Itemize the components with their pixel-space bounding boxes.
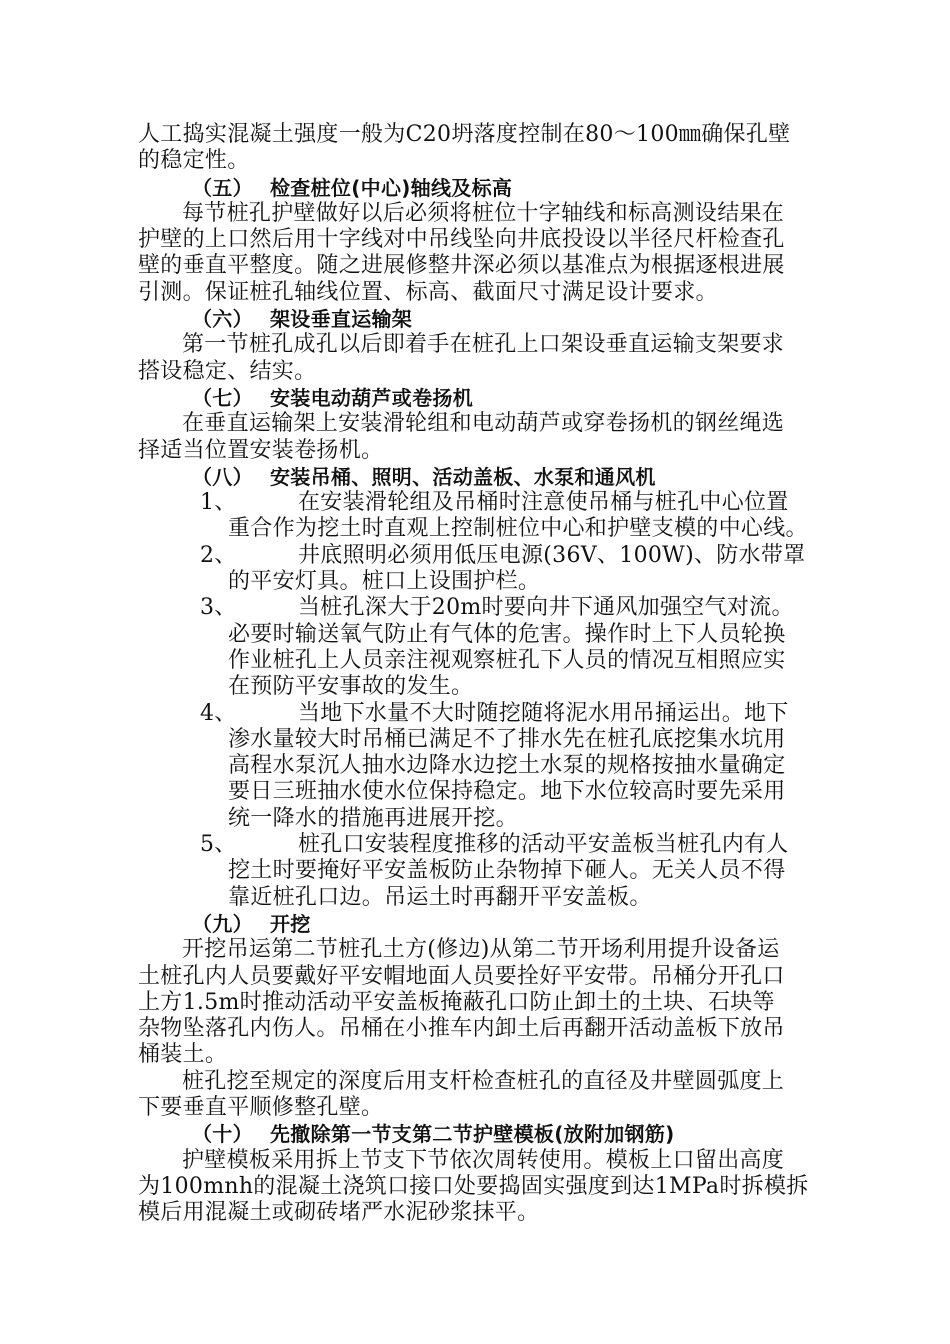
list-item-line: 作业桩孔上人员亲注视观察桩孔下人员的情况互相照应实 (228, 647, 786, 673)
section-number: （五） (192, 175, 253, 200)
section-number: （九） (192, 911, 253, 936)
paragraph-line: 每节桩孔护壁做好以后必须将桩位十字轴线和标高测设结果在 (182, 200, 785, 226)
list-item (138, 595, 838, 621)
paragraph-line: 上方1.5m时推动活动平安盖板掩蔽孔口防止卸土的土块、石块等 (138, 989, 775, 1015)
section-title: 架设垂直运输架 (270, 307, 413, 332)
intro-line: 的稳定性。 (138, 148, 250, 174)
paragraph-line: 杂物坠落孔内伤人。吊桶在小推车内卸土后再翻开活动盖板下放吊 (138, 1016, 785, 1042)
list-item-text: 桩孔口安装程度推移的活动平安盖板当桩孔内有人 (298, 832, 789, 858)
list-item-line: 统一降水的措施再进展开挖。 (228, 805, 518, 831)
list-item (138, 832, 838, 858)
paragraph-line: 土桩孔内人员要戴好平安帽地面人员要拴好平安带。吊桶分开孔口 (138, 963, 785, 989)
paragraph-line: 壁的垂直平整度。随之进展修整井深必须以基准点为根据逐根进展 (138, 253, 785, 279)
document-page (138, 122, 838, 1226)
list-item-line: 要日三班抽水使水位保持稳定。地下水位较高时要先采用 (228, 779, 786, 805)
section-heading-5 (138, 175, 838, 201)
list-item (138, 543, 838, 569)
list-item-text: 井底照明必须用低压电源(36V、100W)、防水带罩 (298, 542, 806, 568)
paragraph-line: 引测。保证桩孔轴线位置、标高、截面尺寸满足设计要求。 (138, 279, 718, 305)
paragraph-line: 择适当位置安装卷扬机。 (138, 437, 384, 463)
section-heading-6 (138, 306, 838, 332)
list-item-number: 3、 (200, 595, 237, 621)
section-title: 检查桩位(中心)轴线及标高 (270, 175, 513, 200)
paragraph-line: 桶装土。 (138, 1042, 228, 1068)
paragraph-line: 护壁模板采用拆上节支下节依次周转使用。模板上口留出高度 (182, 1147, 785, 1173)
section-heading-8 (138, 464, 838, 490)
paragraph-line: 下要垂直平顺修整孔壁。 (138, 1094, 384, 1120)
list-item-text: 当桩孔深大于20m时要向井下通风加强空气对流。 (298, 595, 794, 621)
section-title: 开挖 (270, 911, 311, 936)
list-item-line: 重合作为挖土时直观上控制桩位中心和护壁支模的中心线。 (228, 516, 808, 542)
list-item-line: 的平安灯具。桩口上设围护栏。 (228, 569, 541, 595)
list-item-line: 靠近桩孔口边。吊运土时再翻开平安盖板。 (228, 884, 652, 910)
list-item-line: 渗水量较大时吊桶已满足不了排水先在桩孔底挖集水坑用 (228, 726, 786, 752)
intro-line: 人工捣实混凝土强度一般为C20坍落度控制在80～100㎜确保孔壁 (138, 122, 791, 147)
section-title: 先撤除第一节支第二节护壁模板(放附加钢筋) (270, 1122, 675, 1147)
section-number: （十） (192, 1122, 253, 1147)
paragraph-line: 为100mnh的混凝土浇筑口接口处要捣固实强度到达1MPa时拆模拆 (138, 1173, 809, 1199)
paragraph-line: 搭设稳定、结实。 (138, 358, 317, 384)
list-item-number: 4、 (200, 700, 237, 726)
section-heading-7 (138, 385, 838, 411)
list-item-number: 5、 (200, 832, 237, 858)
section-number: （六） (192, 307, 253, 332)
list-item-line: 在预防平安事故的发生。 (228, 674, 474, 700)
paragraph-line: 开挖吊运第二节桩孔土方(修边)从第二节开场利用提升设备运 (182, 937, 780, 963)
section-heading-9 (138, 911, 838, 937)
paragraph-line: 第一节桩孔成孔以后即着手在桩孔上口架设垂直运输支架要求 (182, 332, 785, 358)
list-item-text: 当地下水量不大时随挖随将泥水用吊捅运出。地下 (298, 700, 789, 726)
paragraph-line: 在垂直运输架上安装滑轮组和电动葫芦或穿卷扬机的钢丝绳选 (182, 411, 785, 437)
list-item-line: 挖土时要掩好平安盖板防止杂物掉下砸人。无关人员不得 (228, 858, 786, 884)
list-item-line: 高程水泵沉人抽水边降水边挖土水泵的规格按抽水量确定 (228, 753, 786, 779)
section-heading-10 (138, 1121, 838, 1147)
paragraph-line: 桩孔挖至规定的深度后用支杆检查桩孔的直径及井壁圆弧度上 (182, 1068, 785, 1094)
list-item-number: 2、 (200, 542, 237, 568)
section-number: （七） (192, 385, 253, 410)
list-item-line: 必要时输送氧气防止有气体的危害。操作时上下人员轮换 (228, 621, 786, 647)
section-number: （八） (192, 464, 253, 489)
section-title: 安装吊桶、照明、活动盖板、水泵和通风机 (270, 464, 656, 489)
paragraph-line: 护壁的上口然后用十字线对中吊线坠向井底投设以半径尺杆检查孔 (138, 227, 785, 253)
list-item (138, 701, 838, 727)
paragraph-line: 模后用混凝土或砌砖堵严水泥砂浆抹平。 (138, 1200, 540, 1226)
list-item (138, 490, 838, 516)
list-item-number: 1、 (200, 490, 237, 516)
section-title: 安装电动葫芦或卷扬机 (270, 385, 473, 410)
list-item-text: 在安装滑轮组及吊桶时注意使吊桶与桩孔中心位置 (298, 490, 789, 516)
